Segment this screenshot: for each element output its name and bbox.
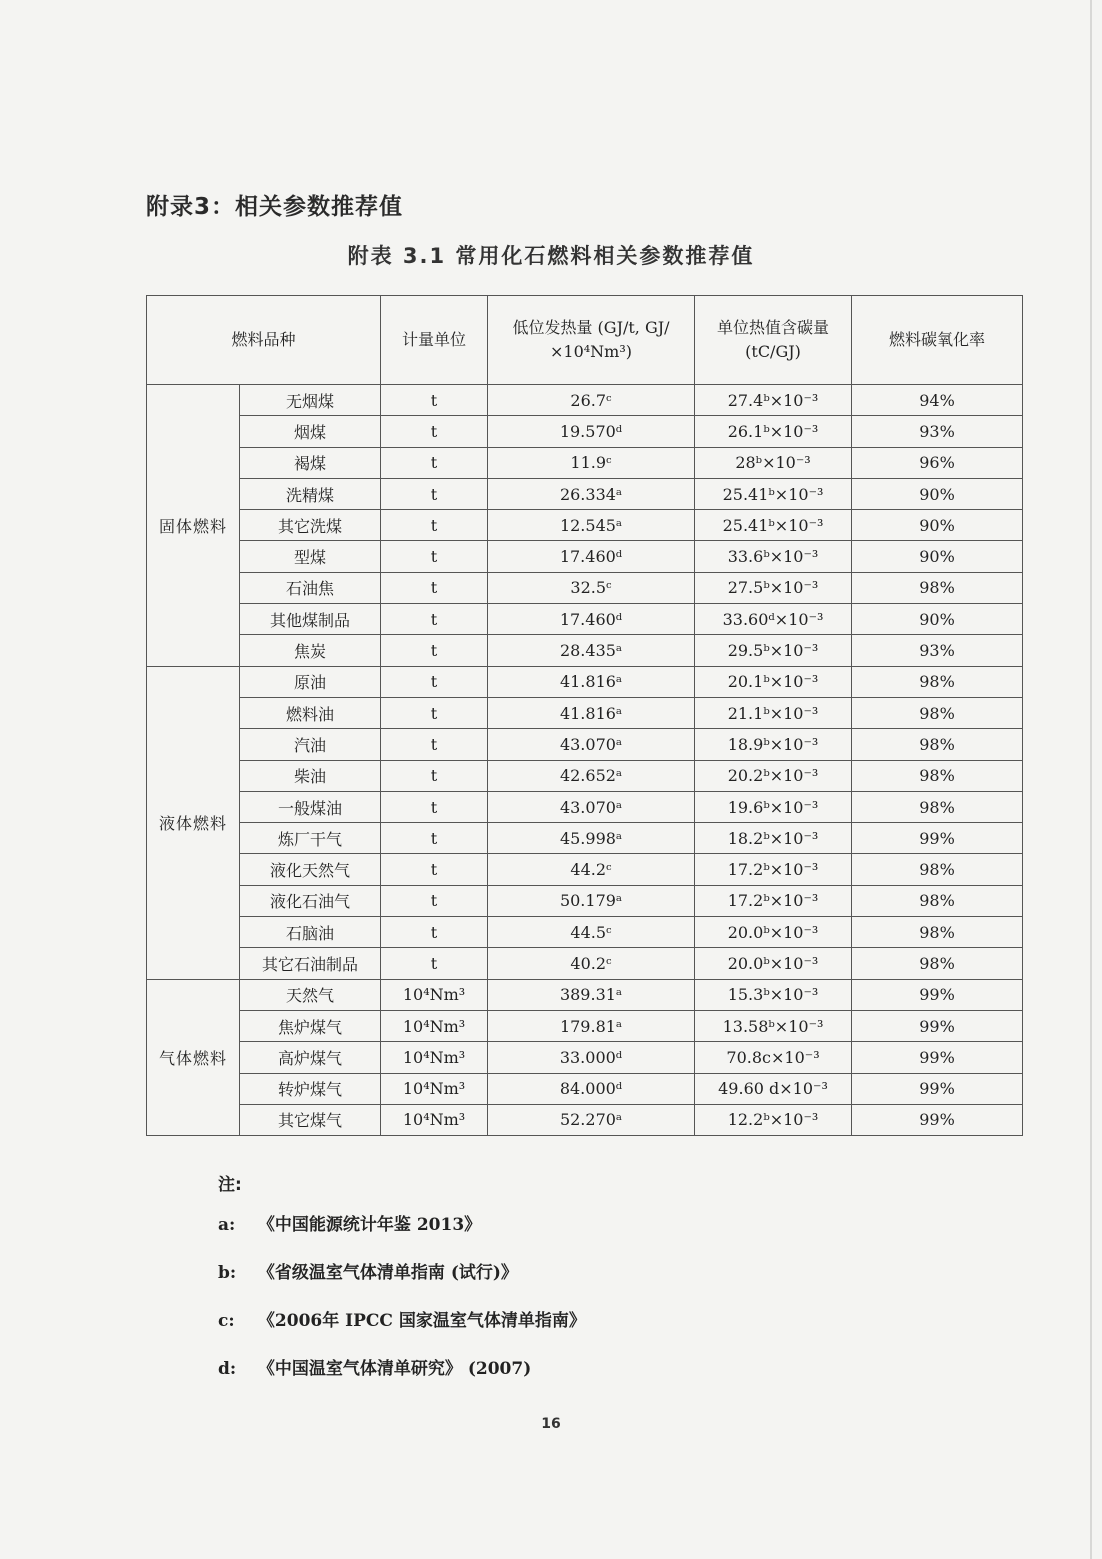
notes-title: 注: <box>218 1175 242 1195</box>
header-fuel-type: 燃料品种 <box>147 296 381 385</box>
oxidation-rate-cell: 99% <box>852 1010 1023 1041</box>
carbon-content-cell: 21.1ᵇ×10⁻³ <box>695 697 852 728</box>
table-row <box>147 478 1023 509</box>
carbon-content-cell: 27.4ᵇ×10⁻³ <box>695 385 852 416</box>
fuel-name-cell: 天然气 <box>240 979 381 1010</box>
section-heading: 附录3：相关参数推荐值 <box>146 194 404 220</box>
notes <box>218 1170 586 1405</box>
carbon-content-cell: 18.9ᵇ×10⁻³ <box>695 729 852 760</box>
note-text: 《2006年 IPCC 国家温室气体清单指南》 <box>257 1311 586 1331</box>
ncv-cell: 11.9ᶜ <box>488 447 695 478</box>
carbon-content-cell: 29.5ᵇ×10⁻³ <box>695 635 852 666</box>
table-row <box>147 917 1023 948</box>
unit-cell: t <box>381 885 488 916</box>
unit-cell: 10⁴Nm³ <box>381 1073 488 1104</box>
ncv-cell: 179.81ᵃ <box>488 1010 695 1041</box>
ncv-cell: 17.460ᵈ <box>488 541 695 572</box>
unit-cell: 10⁴Nm³ <box>381 979 488 1010</box>
ncv-cell: 32.5ᶜ <box>488 572 695 603</box>
fuel-name-cell: 液化天然气 <box>240 854 381 885</box>
ncv-cell: 26.334ᵃ <box>488 478 695 509</box>
oxidation-rate-cell: 93% <box>852 416 1023 447</box>
unit-cell: t <box>381 478 488 509</box>
unit-cell: t <box>381 604 488 635</box>
note-text: 《中国能源统计年鉴 2013》 <box>257 1215 482 1235</box>
table-row <box>147 729 1023 760</box>
unit-cell: t <box>381 917 488 948</box>
unit-cell: t <box>381 385 488 416</box>
oxidation-rate-cell: 98% <box>852 697 1023 728</box>
note-text: 《中国温室气体清单研究》 (2007) <box>257 1359 532 1379</box>
fuel-name-cell: 其它煤气 <box>240 1104 381 1135</box>
unit-cell: t <box>381 760 488 791</box>
carbon-content-cell: 15.3ᵇ×10⁻³ <box>695 979 852 1010</box>
carbon-content-cell: 49.60 d×10⁻³ <box>695 1073 852 1104</box>
header-carbon-content: 单位热值含碳量 (tC/GJ) <box>695 296 852 385</box>
ncv-cell: 50.179ᵃ <box>488 885 695 916</box>
fuel-name-cell: 其他煤制品 <box>240 604 381 635</box>
fuel-name-cell: 洗精煤 <box>240 478 381 509</box>
note-text: 《省级温室气体清单指南 (试行)》 <box>257 1263 518 1283</box>
carbon-content-cell: 27.5ᵇ×10⁻³ <box>695 572 852 603</box>
note-key: c: <box>218 1311 235 1331</box>
ncv-cell: 26.7ᶜ <box>488 385 695 416</box>
unit-cell: t <box>381 510 488 541</box>
ncv-cell: 41.816ᵃ <box>488 697 695 728</box>
carbon-content-cell: 25.41ᵇ×10⁻³ <box>695 510 852 541</box>
fuel-name-cell: 焦炉煤气 <box>240 1010 381 1041</box>
fuel-category-cell: 液体燃料 <box>147 666 240 979</box>
unit-cell: t <box>381 572 488 603</box>
table-row <box>147 854 1023 885</box>
table-row <box>147 791 1023 822</box>
table-row <box>147 948 1023 979</box>
oxidation-rate-cell: 90% <box>852 541 1023 572</box>
unit-cell: t <box>381 541 488 572</box>
ncv-cell: 43.070ᵃ <box>488 791 695 822</box>
fuel-name-cell: 无烟煤 <box>240 385 381 416</box>
oxidation-rate-cell: 90% <box>852 478 1023 509</box>
unit-cell: t <box>381 948 488 979</box>
table-row <box>147 666 1023 697</box>
carbon-content-cell: 33.6ᵇ×10⁻³ <box>695 541 852 572</box>
unit-cell: t <box>381 823 488 854</box>
fuel-name-cell: 一般煤油 <box>240 791 381 822</box>
carbon-content-cell: 18.2ᵇ×10⁻³ <box>695 823 852 854</box>
fuel-name-cell: 柴油 <box>240 760 381 791</box>
ncv-cell: 52.270ᵃ <box>488 1104 695 1135</box>
table-row <box>147 385 1023 416</box>
fuel-name-cell: 炼厂干气 <box>240 823 381 854</box>
header-ncv: 低位发热量 (GJ/t, GJ/×10⁴Nm³) <box>488 296 695 385</box>
table-row <box>147 510 1023 541</box>
ncv-cell: 42.652ᵃ <box>488 760 695 791</box>
ncv-cell: 45.998ᵃ <box>488 823 695 854</box>
carbon-content-cell: 12.2ᵇ×10⁻³ <box>695 1104 852 1135</box>
note-d <box>218 1357 586 1405</box>
fuel-name-cell: 烟煤 <box>240 416 381 447</box>
table-row <box>147 979 1023 1010</box>
unit-cell: t <box>381 635 488 666</box>
fuel-parameter-table <box>146 295 1023 1136</box>
oxidation-rate-cell: 98% <box>852 572 1023 603</box>
unit-cell: t <box>381 447 488 478</box>
unit-cell: t <box>381 854 488 885</box>
fuel-name-cell: 石油焦 <box>240 572 381 603</box>
fuel-name-cell: 汽油 <box>240 729 381 760</box>
oxidation-rate-cell: 98% <box>852 729 1023 760</box>
oxidation-rate-cell: 99% <box>852 979 1023 1010</box>
carbon-content-cell: 20.0ᵇ×10⁻³ <box>695 917 852 948</box>
page-edge <box>1090 0 1092 1559</box>
oxidation-rate-cell: 99% <box>852 823 1023 854</box>
unit-cell: 10⁴Nm³ <box>381 1042 488 1073</box>
carbon-content-cell: 25.41ᵇ×10⁻³ <box>695 478 852 509</box>
oxidation-rate-cell: 98% <box>852 948 1023 979</box>
carbon-content-cell: 33.60ᵈ×10⁻³ <box>695 604 852 635</box>
table-row <box>147 604 1023 635</box>
oxidation-rate-cell: 98% <box>852 854 1023 885</box>
carbon-content-cell: 26.1ᵇ×10⁻³ <box>695 416 852 447</box>
note-c <box>218 1309 586 1357</box>
ncv-cell: 44.5ᶜ <box>488 917 695 948</box>
fuel-name-cell: 其它石油制品 <box>240 948 381 979</box>
note-key: d: <box>218 1359 237 1379</box>
note-b <box>218 1261 586 1309</box>
fuel-name-cell: 高炉煤气 <box>240 1042 381 1073</box>
ncv-cell: 389.31ᵃ <box>488 979 695 1010</box>
table-row <box>147 885 1023 916</box>
table-row <box>147 635 1023 666</box>
table-row <box>147 1042 1023 1073</box>
unit-cell: t <box>381 666 488 697</box>
oxidation-rate-cell: 99% <box>852 1073 1023 1104</box>
oxidation-rate-cell: 98% <box>852 917 1023 948</box>
oxidation-rate-cell: 98% <box>852 666 1023 697</box>
carbon-content-cell: 17.2ᵇ×10⁻³ <box>695 885 852 916</box>
header-unit: 计量单位 <box>381 296 488 385</box>
ncv-cell: 44.2ᶜ <box>488 854 695 885</box>
carbon-content-cell: 20.2ᵇ×10⁻³ <box>695 760 852 791</box>
oxidation-rate-cell: 99% <box>852 1042 1023 1073</box>
ncv-cell: 19.570ᵈ <box>488 416 695 447</box>
unit-cell: t <box>381 697 488 728</box>
note-a <box>218 1213 586 1261</box>
fuel-name-cell: 其它洗煤 <box>240 510 381 541</box>
oxidation-rate-cell: 98% <box>852 885 1023 916</box>
note-key: b: <box>218 1263 237 1283</box>
table-row <box>147 697 1023 728</box>
carbon-content-cell: 20.1ᵇ×10⁻³ <box>695 666 852 697</box>
ncv-cell: 41.816ᵃ <box>488 666 695 697</box>
oxidation-rate-cell: 90% <box>852 604 1023 635</box>
oxidation-rate-cell: 99% <box>852 1104 1023 1135</box>
oxidation-rate-cell: 94% <box>852 385 1023 416</box>
oxidation-rate-cell: 98% <box>852 760 1023 791</box>
unit-cell: t <box>381 729 488 760</box>
carbon-content-cell: 28ᵇ×10⁻³ <box>695 447 852 478</box>
fuel-name-cell: 液化石油气 <box>240 885 381 916</box>
table-row <box>147 760 1023 791</box>
fuel-category-cell: 气体燃料 <box>147 979 240 1135</box>
table-body <box>147 385 1023 1136</box>
unit-cell: t <box>381 416 488 447</box>
fuel-name-cell: 型煤 <box>240 541 381 572</box>
carbon-content-cell: 19.6ᵇ×10⁻³ <box>695 791 852 822</box>
oxidation-rate-cell: 96% <box>852 447 1023 478</box>
ncv-cell: 43.070ᵃ <box>488 729 695 760</box>
table-caption: 附表 3.1 常用化石燃料相关参数推荐值 <box>347 244 755 268</box>
unit-cell: 10⁴Nm³ <box>381 1010 488 1041</box>
fuel-name-cell: 焦炭 <box>240 635 381 666</box>
table-row <box>147 447 1023 478</box>
fuel-name-cell: 石脑油 <box>240 917 381 948</box>
table-row <box>147 1073 1023 1104</box>
header-oxidation-rate: 燃料碳氧化率 <box>852 296 1023 385</box>
note-key: a: <box>218 1215 236 1235</box>
unit-cell: 10⁴Nm³ <box>381 1104 488 1135</box>
carbon-content-cell: 20.0ᵇ×10⁻³ <box>695 948 852 979</box>
fuel-name-cell: 原油 <box>240 666 381 697</box>
fuel-category-cell: 固体燃料 <box>147 385 240 667</box>
table-row <box>147 1104 1023 1135</box>
table-row <box>147 823 1023 854</box>
oxidation-rate-cell: 93% <box>852 635 1023 666</box>
carbon-content-cell: 70.8c×10⁻³ <box>695 1042 852 1073</box>
ncv-cell: 33.000ᵈ <box>488 1042 695 1073</box>
fuel-name-cell: 转炉煤气 <box>240 1073 381 1104</box>
ncv-cell: 12.545ᵃ <box>488 510 695 541</box>
oxidation-rate-cell: 90% <box>852 510 1023 541</box>
table-row <box>147 572 1023 603</box>
ncv-cell: 28.435ᵃ <box>488 635 695 666</box>
oxidation-rate-cell: 98% <box>852 791 1023 822</box>
carbon-content-cell: 17.2ᵇ×10⁻³ <box>695 854 852 885</box>
unit-cell: t <box>381 791 488 822</box>
fuel-name-cell: 燃料油 <box>240 697 381 728</box>
carbon-content-cell: 13.58ᵇ×10⁻³ <box>695 1010 852 1041</box>
fuel-name-cell: 褐煤 <box>240 447 381 478</box>
ncv-cell: 84.000ᵈ <box>488 1073 695 1104</box>
ncv-cell: 17.460ᵈ <box>488 604 695 635</box>
table-row <box>147 1010 1023 1041</box>
table-row <box>147 541 1023 572</box>
ncv-cell: 40.2ᶜ <box>488 948 695 979</box>
page-number: 16 <box>541 1416 561 1432</box>
table-row <box>147 416 1023 447</box>
table-header-row <box>147 296 1023 385</box>
